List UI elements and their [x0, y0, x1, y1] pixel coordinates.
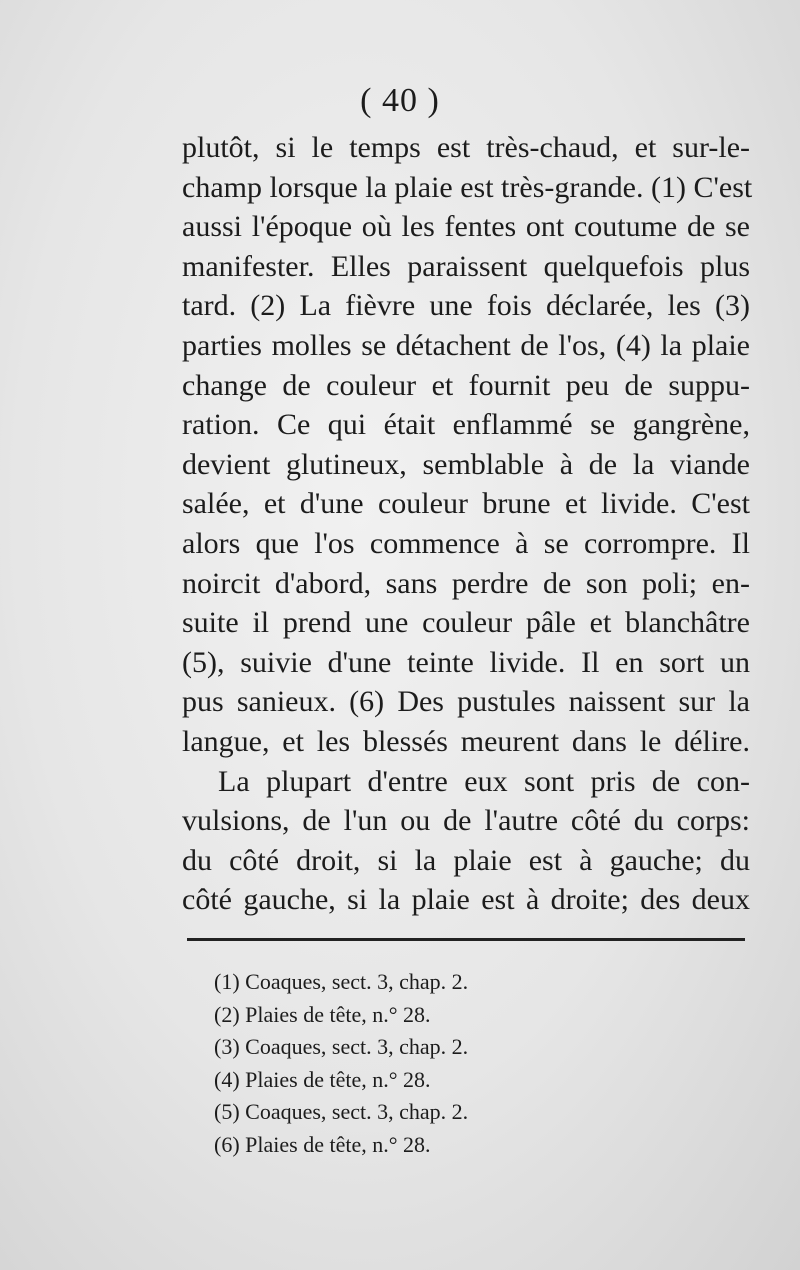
text-line: alors que l'os commence à se corrompre. Il — [182, 526, 750, 560]
text-line: du côté droit, si la plaie est à gauche; du — [182, 843, 750, 877]
text-line: ration. Ce qui était enflammé se gangrène, — [182, 408, 750, 442]
footnote: (1) Coaques, sect. 3, chap. 2. — [214, 969, 469, 994]
text-line: parties molles se détachent de l'os, (4) la plaie — [182, 328, 750, 362]
text-line: tard. (2) La fièvre une fois déclarée, les (3) — [182, 289, 750, 323]
footnote: (4) Plaies de tête, n.° 28. — [214, 1066, 431, 1092]
text-line: langue, et les blessés meurent dans le délire. — [182, 724, 750, 758]
text-line: (5), suivie d'une teinte livide. Il en sort un — [182, 645, 750, 679]
footnote-divider — [187, 938, 745, 941]
body-text — [182, 128, 753, 920]
text-line: change de couleur et fournit peu de suppu- — [182, 368, 750, 402]
text-line: suite il prend une couleur pâle et blanchâtre — [182, 606, 750, 640]
text-line: côté gauche, si la plaie est à droite; des deux — [182, 883, 750, 917]
page-number: ( 40 ) — [360, 82, 440, 119]
footnotes — [214, 966, 614, 1162]
footnote: (3) Coaques, sect. 3, chap. 2. — [214, 1034, 469, 1060]
text-line: manifester. Elles paraissent quelquefois plus — [182, 249, 750, 283]
text-line: pus sanieux. (6) Des pustules naissent sur la — [182, 685, 750, 719]
footnote: (5) Coaques, sect. 3, chap. 2. — [214, 1099, 469, 1125]
text-line: champ lorsque la plaie est très-grande. (1) C'est — [182, 170, 753, 204]
text-line: devient glutineux, semblable à de la viande — [182, 447, 750, 481]
text-line: vulsions, de l'un ou de l'autre côté du corps: — [182, 804, 750, 838]
text-line: salée, et d'une couleur brune et livide. C'est — [182, 487, 750, 521]
footnote: (2) Plaies de tête, n.° 28. — [214, 1001, 431, 1027]
text-line: noircit d'abord, sans perdre de son poli; en- — [182, 566, 750, 600]
footnote: (6) Plaies de tête, n.° 28. — [214, 1131, 431, 1157]
text-line: aussi l'époque où les fentes ont coutume de se — [182, 210, 750, 244]
text-line-indented: La plupart d'entre eux sont pris de con- — [218, 764, 750, 798]
text-line: plutôt, si le temps est très-chaud, et sur-le- — [182, 131, 750, 164]
